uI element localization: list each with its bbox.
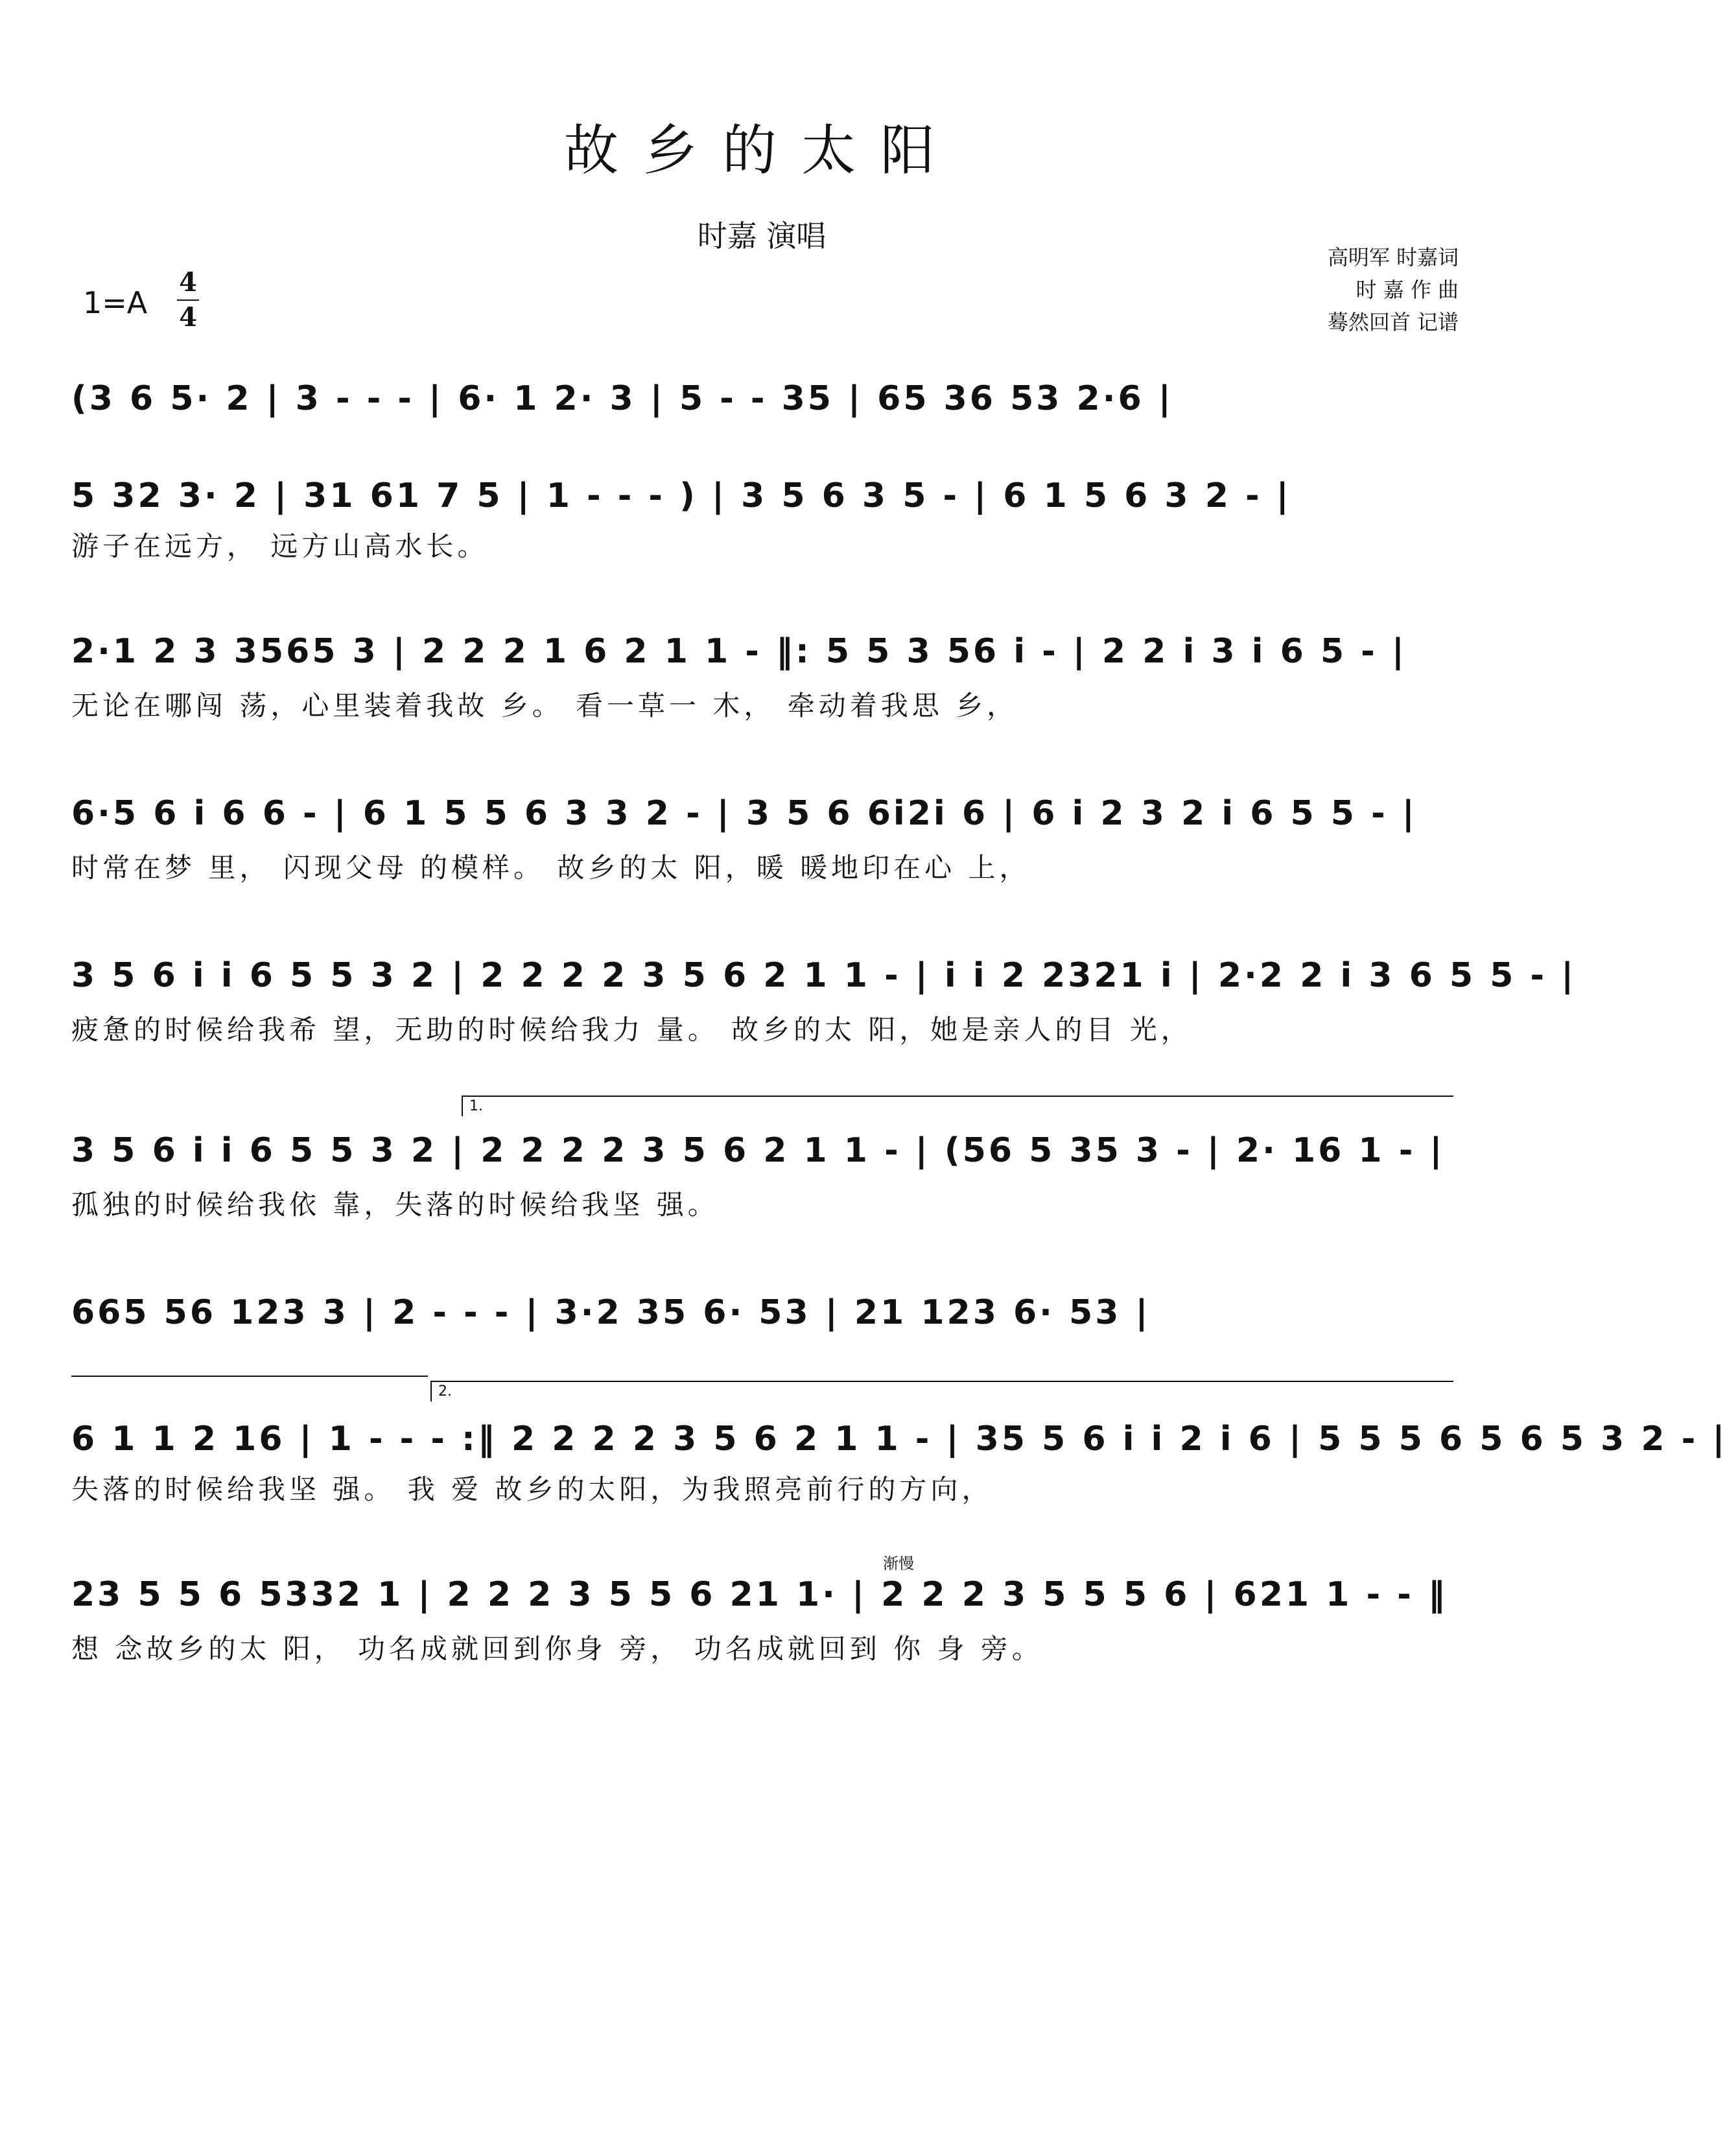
lyrics-line-6: 孤独的时候给我依 靠，失落的时候给我坚 强。 bbox=[71, 1189, 719, 1221]
lyrics-line-3: 无论在哪闯 荡，心里装着我故 乡。 看一草一 木， 牵动着我思 乡， bbox=[71, 690, 1018, 721]
notation-line-3: 2·1 2 3 3565 3 | 2 2 2 1 6 2 1 1 - ‖: 5 5 3 56 i - | 2 2 i 3 i 6 5 - | bbox=[71, 632, 1407, 671]
key-signature: 1=A bbox=[83, 285, 148, 320]
composer-credit: 时 嘉 作 曲 bbox=[1356, 277, 1459, 302]
second-ending-label: 2. bbox=[438, 1383, 452, 1400]
first-ending-label: 1. bbox=[469, 1098, 483, 1114]
time-signature-bottom: 4 bbox=[179, 302, 197, 333]
time-signature bbox=[175, 268, 201, 332]
notation-line-5: 3 5 6 i i 6 5 5 3 2 | 2 2 2 2 3 5 6 2 1 1 - | i i 2 2321 i | 2·2 2 i 3 6 5 5 - | bbox=[71, 956, 1577, 995]
notation-line-8: 6 1 1 2 16 | 1 - - - :‖ 2 2 2 2 3 5 6 2 1 1 - | 35 5 6 i i 2 i 6 | 5 5 5 6 5 6 5 3 2 - | bbox=[71, 1420, 1727, 1459]
first-ending-continuation bbox=[71, 1376, 428, 1377]
notation-line-9: 23 5 5 6 5332 1 | 2 2 2 3 5 5 6 21 1· | 2 2 2 3 5 5 5 6 | 621 1 - - ‖ bbox=[71, 1575, 1448, 1614]
second-ending-bracket bbox=[430, 1381, 1453, 1401]
notation-line-4: 6·5 6 i 6 6 - | 6 1 5 5 6 3 3 2 - | 3 5 6 6i2i 6 | 6 i 2 3 2 i 6 5 5 - | bbox=[71, 794, 1417, 833]
tempo-marking: 渐慢 bbox=[883, 1554, 914, 1573]
lyrics-line-2: 游子在远方， 远方山高水长。 bbox=[71, 530, 489, 562]
time-signature-top: 4 bbox=[179, 267, 197, 298]
first-ending-bracket bbox=[462, 1096, 1453, 1116]
lyricist-credit: 高明军 时嘉词 bbox=[1327, 245, 1459, 270]
lyrics-line-9: 想 念故乡的太 阳， 功名成就回到你身 旁， 功名成就回到 你 身 旁。 bbox=[71, 1633, 1043, 1665]
notation-line-1: (3 6 5· 2 | 3 - - - | 6· 1 2· 3 | 5 - - 35 | 65 36 53 2·6 | bbox=[71, 379, 1173, 418]
notation-line-6: 3 5 6 i i 6 5 5 3 2 | 2 2 2 2 3 5 6 2 1 1 - | (56 5 35 3 - | 2· 16 1 - | bbox=[71, 1131, 1445, 1170]
song-title: 故乡的太阳 bbox=[563, 119, 959, 182]
lyrics-line-5: 疲惫的时候给我希 望，无助的时候给我力 量。 故乡的太 阳，她是亲人的目 光， bbox=[71, 1014, 1192, 1046]
lyrics-line-8: 失落的时候给我坚 强。 我 爱 故乡的太阳，为我照亮前行的方向， bbox=[71, 1473, 993, 1505]
lyrics-line-4: 时常在梦 里， 闪现父母 的模样。 故乡的太 阳，暖 暖地印在心 上， bbox=[71, 852, 1031, 884]
credits-block bbox=[1328, 241, 1459, 338]
notation-line-7: 665 56 123 3 | 2 - - - | 3·2 35 6· 53 | 21 123 6· 53 | bbox=[71, 1293, 1151, 1332]
singer-credit: 时嘉 演唱 bbox=[697, 218, 827, 253]
notation-line-2: 5 32 3· 2 | 31 61 7 5 | 1 - - - ) | 3 5 6 3 5 - | 6 1 5 6 3 2 - | bbox=[71, 476, 1291, 515]
transcriber-credit: 蓦然回首 记谱 bbox=[1327, 310, 1459, 334]
